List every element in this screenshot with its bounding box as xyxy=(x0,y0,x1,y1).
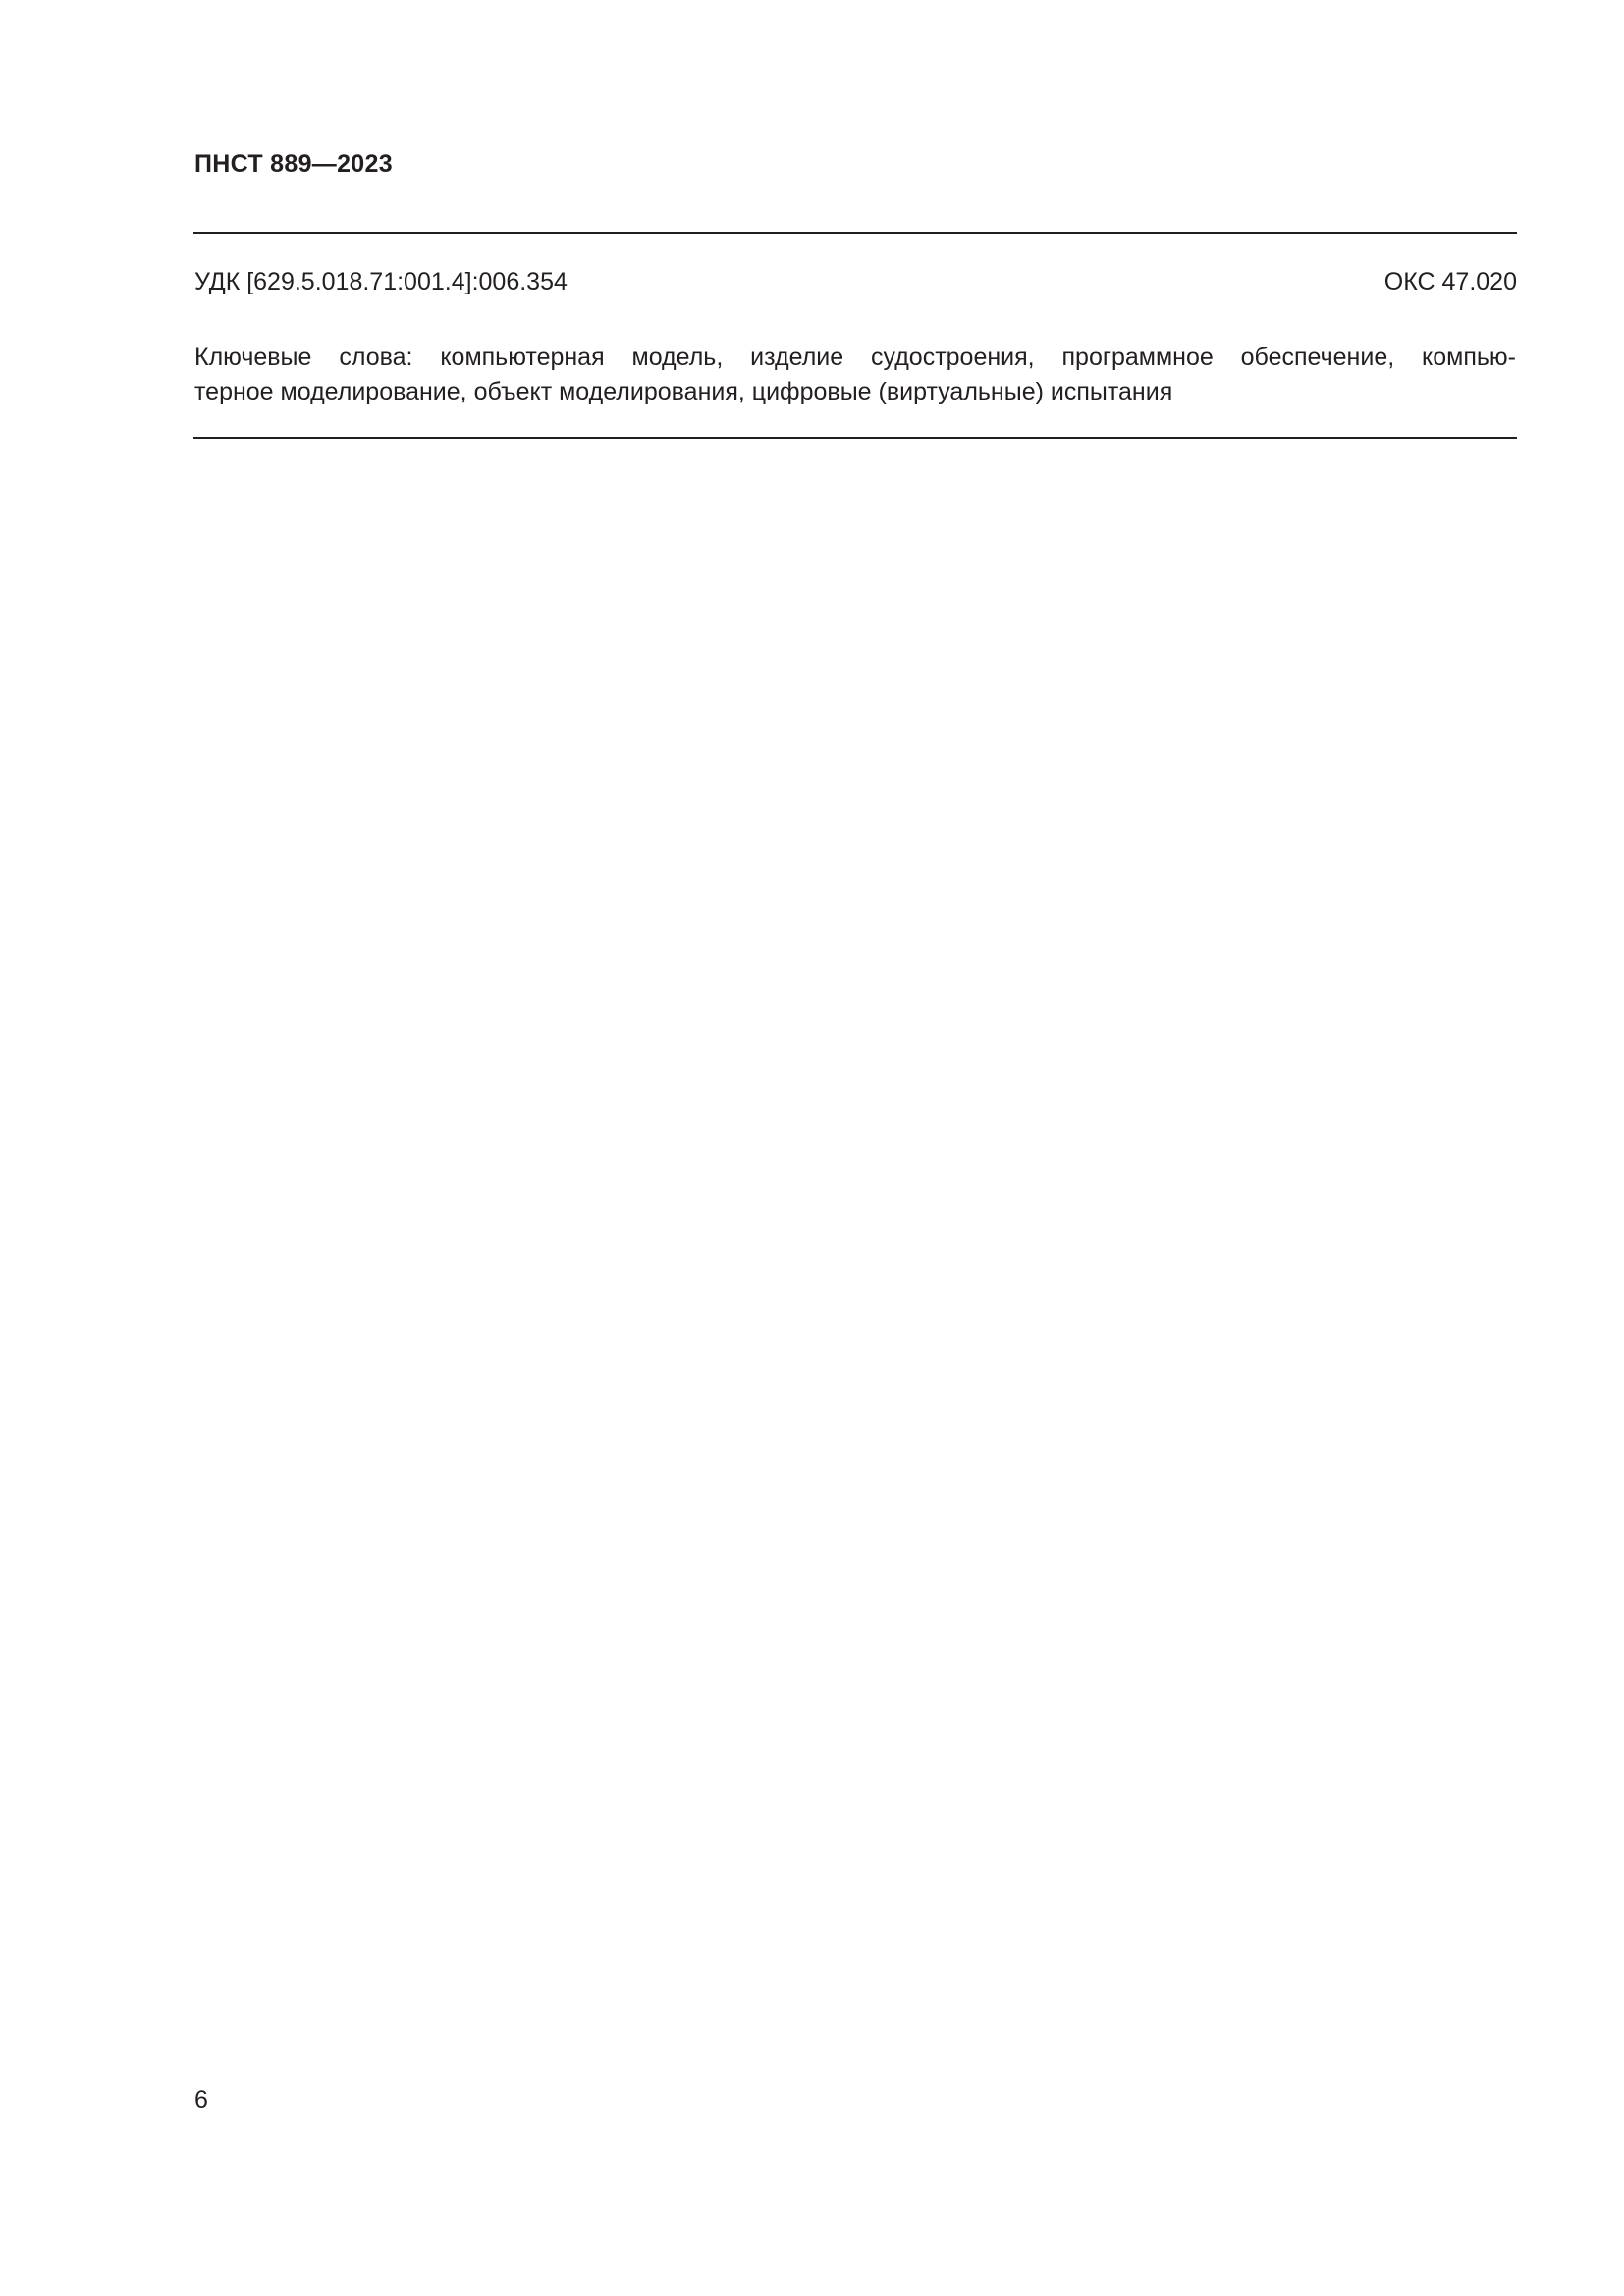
udc-code: УДК [629.5.018.71:001.4]:006.354 xyxy=(194,268,568,295)
keywords-line-1: Ключевые слова: компьютерная модель, изделие судостроения, программное обеспечение, компью- xyxy=(194,344,1516,371)
page-number: 6 xyxy=(194,2086,208,2113)
oks-code: ОКС 47.020 xyxy=(1383,268,1517,295)
top-divider xyxy=(193,232,1517,234)
bottom-divider xyxy=(193,437,1517,439)
keywords-block xyxy=(194,341,1516,409)
keywords-line-2: терное моделирование, объект моделирования, цифровые (виртуальные) испытания xyxy=(194,378,1173,405)
standard-designation: ПНСТ 889—2023 xyxy=(194,150,393,178)
